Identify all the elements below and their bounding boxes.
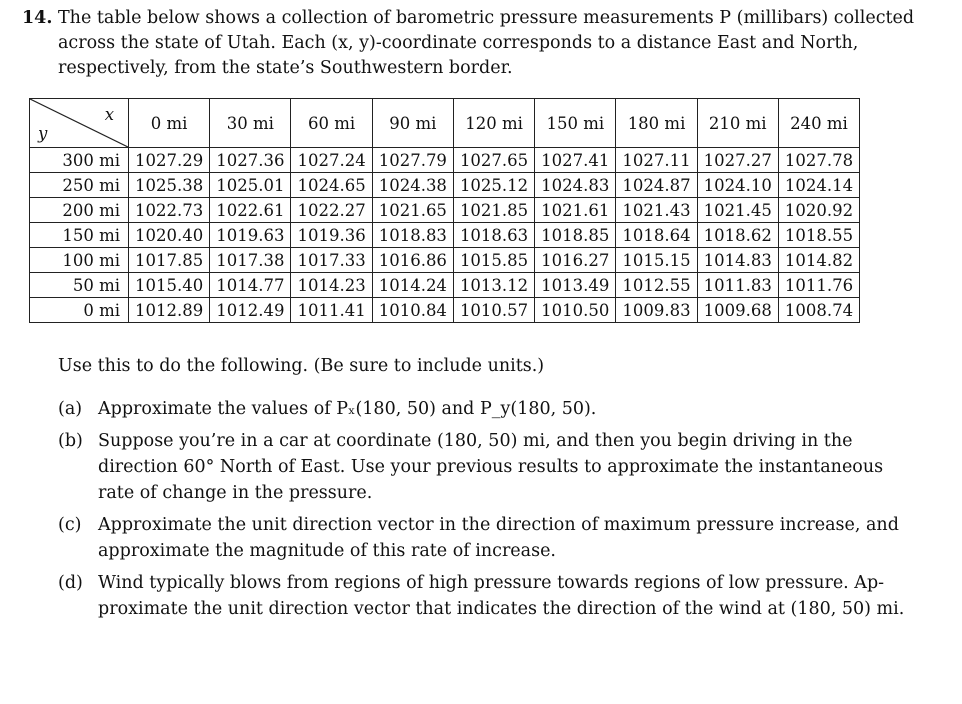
problem-14 (22, 6, 922, 81)
table-row (30, 198, 860, 223)
part-label: (d) (58, 573, 83, 593)
table-row (30, 173, 860, 198)
column-header: 120 mi (453, 99, 534, 148)
row-header: 0 mi (30, 298, 129, 323)
table-row (30, 273, 860, 298)
part-line: Suppose you’re in a car at coordinate (180, 50) mi, and then you begin driving in the (98, 431, 853, 451)
row-header: 50 mi (30, 273, 129, 298)
pressure-cell: 1018.83 (372, 223, 453, 248)
pressure-cell: 1015.15 (616, 248, 697, 273)
pressure-cell: 1011.83 (697, 273, 778, 298)
pressure-cell: 1015.85 (453, 248, 534, 273)
pressure-cell: 1021.65 (372, 198, 453, 223)
part-line: rate of change in the pressure. (98, 483, 373, 503)
pressure-cell: 1015.40 (129, 273, 210, 298)
corner-cell (30, 99, 129, 148)
pressure-cell: 1024.10 (697, 173, 778, 198)
row-header: 200 mi (30, 198, 129, 223)
pressure-cell: 1027.27 (697, 148, 778, 173)
pressure-cell: 1014.77 (210, 273, 291, 298)
question-part (58, 396, 920, 422)
pressure-cell: 1010.57 (453, 298, 534, 323)
pressure-cell: 1008.74 (778, 298, 859, 323)
column-header: 180 mi (616, 99, 697, 148)
pressure-cell: 1018.64 (616, 223, 697, 248)
question-part (58, 570, 920, 622)
intro-line: The table below shows a collection of barometric pressure measurements P (millibars) collected (58, 8, 915, 28)
pressure-cell: 1027.79 (372, 148, 453, 173)
pressure-cell: 1017.85 (129, 248, 210, 273)
pressure-cell: 1017.33 (291, 248, 372, 273)
pressure-cell: 1017.38 (210, 248, 291, 273)
pressure-cell: 1027.41 (535, 148, 616, 173)
column-header: 90 mi (372, 99, 453, 148)
part-text (98, 570, 920, 622)
intro-line: respectively, from the state’s Southwestern border. (58, 58, 513, 78)
row-header: 250 mi (30, 173, 129, 198)
instructions: Use this to do the following. (Be sure to include units.) (58, 356, 545, 376)
part-label: (b) (58, 431, 83, 451)
pressure-cell: 1021.45 (697, 198, 778, 223)
pressure-cell: 1021.43 (616, 198, 697, 223)
pressure-cell: 1013.49 (535, 273, 616, 298)
pressure-cell: 1027.65 (453, 148, 534, 173)
pressure-cell: 1016.27 (535, 248, 616, 273)
pressure-cell: 1010.84 (372, 298, 453, 323)
pressure-cell: 1018.62 (697, 223, 778, 248)
pressure-cell: 1020.40 (129, 223, 210, 248)
problem-header (22, 6, 922, 81)
row-header: 150 mi (30, 223, 129, 248)
pressure-cell: 1024.83 (535, 173, 616, 198)
table-header-row (30, 99, 860, 148)
pressure-cell: 1011.41 (291, 298, 372, 323)
corner-x-label: x (104, 105, 114, 124)
part-label: (a) (58, 399, 83, 419)
pressure-cell: 1018.85 (535, 223, 616, 248)
problem-number: 14. (22, 8, 53, 28)
pressure-cell: 1020.92 (778, 198, 859, 223)
pressure-cell: 1027.29 (129, 148, 210, 173)
part-text (98, 396, 920, 422)
pressure-cell: 1025.01 (210, 173, 291, 198)
corner-y-label: y (38, 124, 48, 143)
part-line: Approximate the unit direction vector in the direction of maximum pressure increase, and (98, 515, 899, 535)
table-row (30, 298, 860, 323)
column-header: 240 mi (778, 99, 859, 148)
pressure-cell: 1025.38 (129, 173, 210, 198)
pressure-cell: 1027.24 (291, 148, 372, 173)
column-header: 150 mi (535, 99, 616, 148)
pressure-cell: 1019.36 (291, 223, 372, 248)
pressure-cell: 1022.61 (210, 198, 291, 223)
row-header: 300 mi (30, 148, 129, 173)
pressure-cell: 1011.76 (778, 273, 859, 298)
table-row (30, 148, 860, 173)
pressure-cell: 1027.36 (210, 148, 291, 173)
part-label: (c) (58, 515, 82, 535)
pressure-cell: 1012.55 (616, 273, 697, 298)
question-part (58, 428, 920, 506)
column-header: 0 mi (129, 99, 210, 148)
column-header: 210 mi (697, 99, 778, 148)
pressure-cell: 1009.68 (697, 298, 778, 323)
pressure-cell: 1027.78 (778, 148, 859, 173)
question-parts (58, 396, 920, 628)
pressure-cell: 1018.63 (453, 223, 534, 248)
pressure-cell: 1012.89 (129, 298, 210, 323)
pressure-cell: 1012.49 (210, 298, 291, 323)
column-header: 30 mi (210, 99, 291, 148)
pressure-cell: 1022.27 (291, 198, 372, 223)
question-part (58, 512, 920, 564)
pressure-cell: 1019.63 (210, 223, 291, 248)
pressure-cell: 1013.12 (453, 273, 534, 298)
part-line: Wind typically blows from regions of high pressure towards regions of low pressure. Ap- (98, 573, 885, 593)
pressure-cell: 1024.38 (372, 173, 453, 198)
pressure-cell: 1014.24 (372, 273, 453, 298)
part-line: direction 60° North of East. Use your previous results to approximate the instantaneous (98, 457, 884, 477)
pressure-cell: 1024.14 (778, 173, 859, 198)
pressure-cell: 1021.61 (535, 198, 616, 223)
pressure-cell: 1018.55 (778, 223, 859, 248)
pressure-cell: 1010.50 (535, 298, 616, 323)
pressure-cell: 1016.86 (372, 248, 453, 273)
pressure-cell: 1021.85 (453, 198, 534, 223)
pressure-cell: 1025.12 (453, 173, 534, 198)
pressure-cell: 1022.73 (129, 198, 210, 223)
part-line: proximate the unit direction vector that indicates the direction of the wind at (180, 50) mi. (98, 599, 905, 619)
pressure-cell: 1009.83 (616, 298, 697, 323)
pressure-cell: 1024.65 (291, 173, 372, 198)
row-header: 100 mi (30, 248, 129, 273)
part-line: approximate the magnitude of this rate of increase. (98, 541, 556, 561)
table-row (30, 223, 860, 248)
pressure-cell: 1027.11 (616, 148, 697, 173)
intro-line: across the state of Utah. Each (x, y)-coordinate corresponds to a distance East and North, (58, 33, 859, 53)
pressure-cell: 1014.83 (697, 248, 778, 273)
problem-intro (58, 6, 922, 81)
table-row (30, 248, 860, 273)
part-text (98, 428, 920, 506)
pressure-table (29, 98, 860, 323)
pressure-cell: 1014.23 (291, 273, 372, 298)
column-header: 60 mi (291, 99, 372, 148)
part-line: Approximate the values of Pₓ(180, 50) and P_y(180, 50). (98, 399, 597, 419)
pressure-cell: 1014.82 (778, 248, 859, 273)
part-text (98, 512, 920, 564)
pressure-cell: 1024.87 (616, 173, 697, 198)
